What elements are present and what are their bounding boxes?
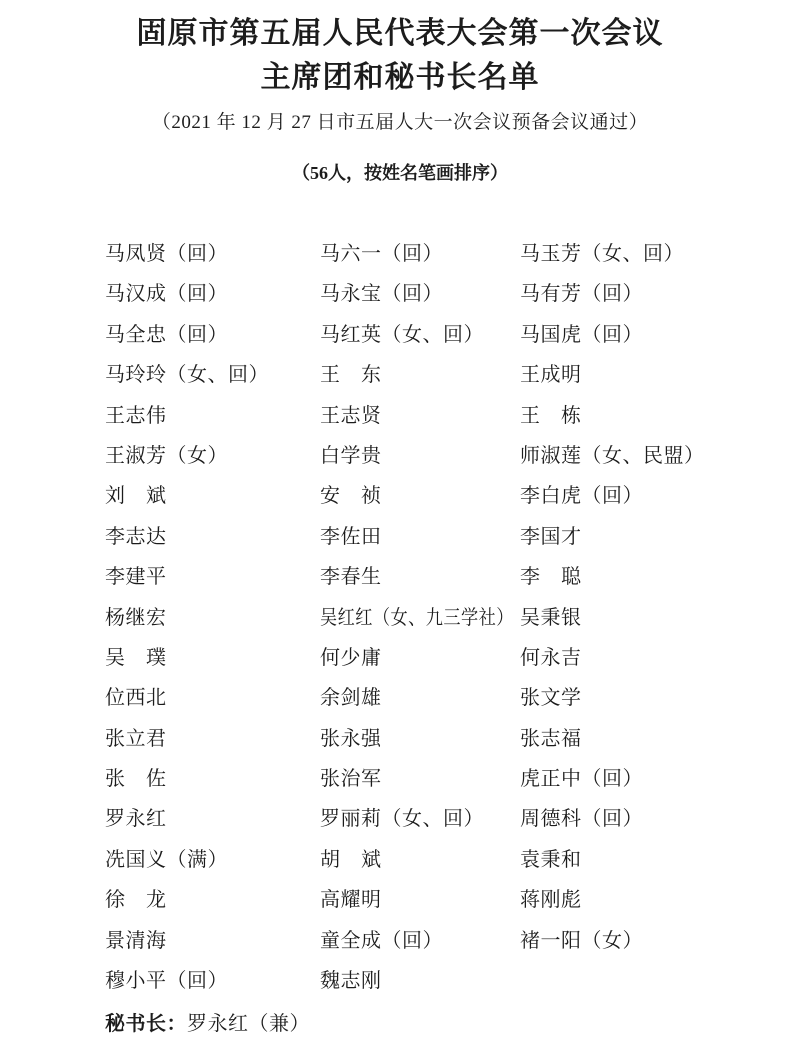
name-row — [0, 355, 800, 395]
name-row — [0, 840, 800, 880]
name-cell: 吴红红（女、九三学社） — [320, 606, 514, 629]
name-cell: 马玲玲（女、回） — [105, 364, 269, 387]
name-cell: 张永强 — [320, 727, 382, 750]
name-row — [0, 921, 800, 961]
name-cell: 蒋刚彪 — [520, 889, 582, 912]
document-title — [0, 12, 800, 100]
name-cell: 褚一阳（女） — [520, 929, 643, 952]
name-row — [0, 517, 800, 557]
name-cell: 李建平 — [105, 566, 167, 589]
name-cell: 白学贵 — [320, 444, 382, 467]
name-cell: 冼国义（满） — [105, 848, 228, 871]
document-title-line2: 主席团和秘书长名单 — [260, 61, 540, 94]
name-cell: 王 东 — [320, 364, 382, 387]
name-cell: 李国才 — [520, 525, 582, 548]
name-cell: 胡 斌 — [320, 848, 382, 871]
name-cell: 马全忠（回） — [105, 323, 228, 346]
name-cell: 袁秉和 — [520, 848, 582, 871]
count-note: （56人，按姓名笔画排序） — [292, 163, 508, 183]
name-cell: 安 祯 — [320, 485, 382, 508]
name-cell: 马永宝（回） — [320, 283, 443, 306]
name-cell: 张治军 — [320, 768, 382, 791]
name-cell: 王淑芳（女） — [105, 444, 228, 467]
name-cell: 高耀明 — [320, 889, 382, 912]
name-row — [0, 719, 800, 759]
name-cell: 师淑莲（女、民盟） — [520, 444, 705, 467]
name-row — [0, 315, 800, 355]
name-cell: 张立君 — [105, 727, 167, 750]
name-row — [0, 274, 800, 314]
name-row — [0, 678, 800, 718]
name-cell: 童全成（回） — [320, 929, 443, 952]
name-cell: 吴秉银 — [520, 606, 582, 629]
name-cell: 马凤贤（回） — [105, 243, 228, 265]
name-cell: 何少庸 — [320, 646, 382, 669]
name-cell: 魏志刚 — [320, 970, 382, 993]
name-row — [0, 234, 800, 274]
name-row — [0, 759, 800, 799]
name-row — [0, 396, 800, 436]
name-list — [0, 234, 800, 1001]
name-row — [0, 880, 800, 920]
name-cell: 罗永红 — [105, 808, 167, 831]
name-row — [0, 638, 800, 678]
name-row — [0, 557, 800, 597]
name-cell: 李春生 — [320, 566, 382, 589]
name-cell: 马六一（回） — [320, 243, 443, 265]
name-cell: 张 佐 — [105, 768, 167, 791]
name-cell: 罗丽莉（女、回） — [320, 808, 484, 831]
name-cell: 虎正中（回） — [520, 768, 643, 791]
name-row — [0, 436, 800, 476]
secretary-general-name: 罗永红（兼） — [187, 1013, 310, 1035]
name-cell: 马国虎（回） — [520, 323, 643, 346]
name-cell: 景清海 — [105, 929, 167, 952]
name-cell: 李佐田 — [320, 525, 382, 548]
name-cell: 马汉成（回） — [105, 283, 228, 306]
approval-note: （2021 年 12 月 27 日市五届人大一次会议预备会议通过） — [151, 112, 649, 133]
name-row — [0, 799, 800, 839]
name-cell: 刘 斌 — [105, 485, 167, 508]
name-cell: 李 聪 — [520, 566, 582, 589]
name-cell: 位西北 — [105, 687, 167, 710]
name-cell: 王 栋 — [520, 404, 582, 427]
name-cell: 张文学 — [520, 687, 582, 710]
name-cell: 吴 璞 — [105, 646, 167, 669]
name-cell: 马红英（女、回） — [320, 323, 484, 346]
name-cell: 杨继宏 — [105, 606, 167, 629]
name-cell: 李白虎（回） — [520, 485, 643, 508]
name-row — [0, 476, 800, 516]
name-cell: 余剑雄 — [320, 687, 382, 710]
name-cell: 穆小平（回） — [105, 970, 228, 993]
name-cell: 王志伟 — [105, 404, 167, 427]
name-cell: 马有芳（回） — [520, 283, 643, 306]
name-cell: 何永吉 — [520, 646, 582, 669]
document-title-line1: 固原市第五届人民代表大会第一次会议 — [136, 17, 664, 50]
name-cell: 徐 龙 — [105, 889, 167, 912]
secretary-general-line — [105, 1004, 310, 1044]
name-row — [0, 961, 800, 1001]
name-cell: 王成明 — [520, 364, 582, 387]
name-row — [0, 598, 800, 638]
name-cell: 周德科（回） — [520, 808, 643, 831]
name-cell: 张志福 — [520, 727, 582, 750]
name-cell: 王志贤 — [320, 404, 382, 427]
name-cell: 李志达 — [105, 525, 167, 548]
secretary-general-label: 秘书长： — [105, 1013, 187, 1035]
name-cell: 马玉芳（女、回） — [520, 243, 684, 265]
